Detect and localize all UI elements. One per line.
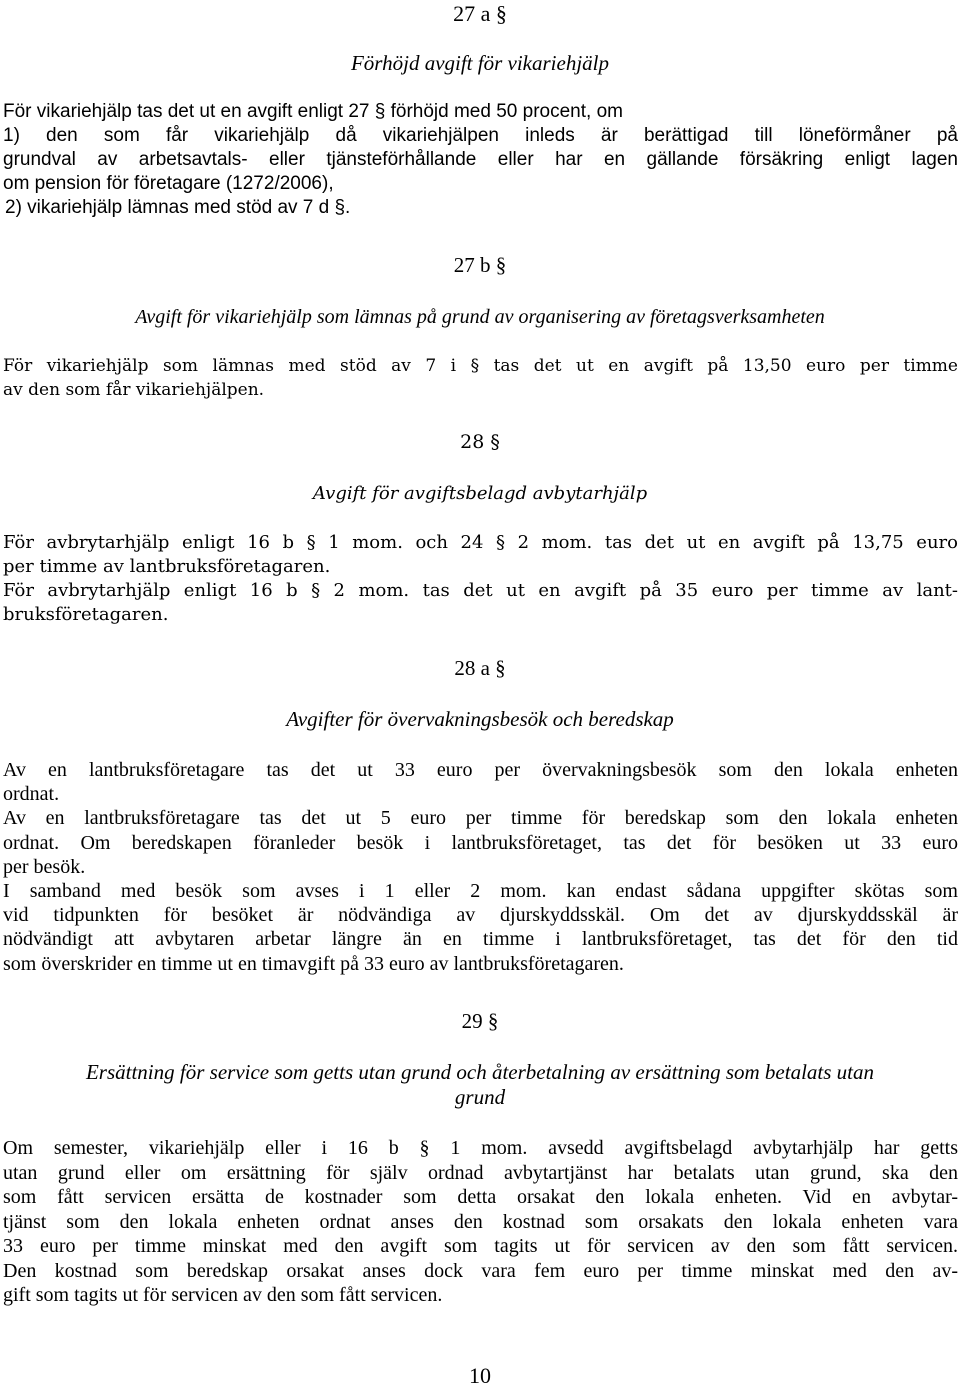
body-line: tjänst som den lokala enheten ordnat anses den kostnad som orsakats den lokala enheten vara — [3, 1210, 958, 1233]
body-line: per timme av lantbruksföretagaren. — [3, 556, 331, 577]
body-line: Av en lantbruksföretagare tas det ut 33 euro per övervakningsbesök som den lokala enheten — [3, 759, 958, 781]
body-line: För avbrytarhjälp enligt 16 b § 1 mom. och 24 § 2 mom. tas det ut en avgift på 13,75 euro — [3, 532, 958, 553]
body-line: ordnat. — [3, 783, 60, 806]
body-line: 33 euro per timme minskat med den avgift som tagits ut för servicen av den som fått servicen. — [3, 1235, 958, 1257]
body-line: vid tidpunkten för besöket är nödvändiga av djurskyddsskäl. Om det av djurskyddsskäl är — [3, 904, 958, 927]
section-heading-27b: 27 b § — [453, 253, 507, 277]
section-body-28a — [3, 758, 958, 976]
body-line: För avbrytarhjälp enligt 16 b § 2 mom. tas det ut en avgift på 35 euro per timme av lant- — [3, 580, 958, 601]
section-body-29 — [3, 1136, 958, 1308]
body-line: Den kostnad som beredskap orsakat anses dock vara fem euro per timme minskat med den av- — [3, 1259, 958, 1282]
section-title-28a: Avgifter för övervakningsbesök och beredskap — [286, 707, 674, 731]
body-line: I samband med besök som avses i 1 eller 2 mom. kan endast sådana uppgifter skötas som — [3, 880, 958, 903]
section-heading-28: 28 § — [460, 431, 500, 453]
body-line: om pension för företagare (1272/2006), — [3, 173, 334, 194]
section-body-27b — [3, 354, 958, 402]
body-line: som fått servicen ersätta de kostnader som detta orsakat den lokala enheten. Vid en avbytar- — [3, 1186, 958, 1208]
body-line: 1) den som får vikariehjälp då vikariehjälpen inleds är berättigad till löneförmåner på — [3, 125, 958, 146]
section-heading-28a: 28 a § — [454, 656, 506, 680]
section-title-27a: Förhöjd avgift för vikariehjälp — [350, 51, 609, 75]
body-line: Av en lantbruksföretagare tas det ut 5 euro per timme för beredskap som den lokala enheten — [3, 807, 958, 830]
section-heading-29: 29 § — [461, 1009, 499, 1033]
body-line: per besök. — [3, 855, 86, 878]
body-line: som överskrider en timme ut en timavgift på 33 euro av lantbruksföretagaren. — [3, 952, 624, 975]
body-line: För vikariehjälp tas det ut en avgift enligt 27 § förhöjd med 50 procent, om — [3, 101, 623, 122]
body-line: nödvändigt att avbytaren arbetar längre än en timme i lantbruksföretaget, tas det för den tid — [3, 928, 958, 951]
body-line: ordnat. Om beredskapen föranleder besök i lantbruksföretaget, tas det för besöken ut 33 euro — [3, 831, 958, 854]
body-line: av den som får vikariehjälpen. — [3, 380, 265, 400]
section-body-28 — [3, 531, 958, 627]
section-title-29-line1: Ersättning för service som getts utan grund och återbetalning av ersättning som betalats utan — [85, 1060, 875, 1084]
section-title-27b: Avgift för vikariehjälp som lämnas på grund av organisering av företagsverksamheten — [135, 306, 825, 328]
body-line: bruksföretagaren. — [3, 604, 169, 625]
section-title-28: Avgift för avgiftsbelagd avbytarhjälp — [312, 483, 648, 504]
body-line: För vikariehjälp som lämnas med stöd av 7 i § tas det ut en avgift på 13,50 euro per timme — [3, 356, 958, 376]
body-line: Om semester, vikariehjälp eller i 16 b § 1 mom. avsedd avgiftsbelagd avbytarhjälp har getts — [3, 1137, 958, 1159]
section-title-29-line2: grund — [454, 1085, 506, 1109]
body-line: utan grund eller om ersättning för själv ordnad avbytartjänst har betalats utan grund, ska den — [3, 1161, 958, 1184]
section-heading-27a: 27 a § — [453, 1, 507, 26]
section-body-27a — [3, 100, 958, 220]
body-line: gift som tagits ut för servicen av den som fått servicen. — [3, 1284, 443, 1306]
body-line: grundval av arbetsavtals- eller tjänsteförhållande eller har en gällande försäkring enligt lagen — [3, 149, 958, 170]
body-line: 2) vikariehjälp lämnas med stöd av 7 d §. — [5, 197, 351, 218]
page-number: 10 — [469, 1363, 491, 1388]
